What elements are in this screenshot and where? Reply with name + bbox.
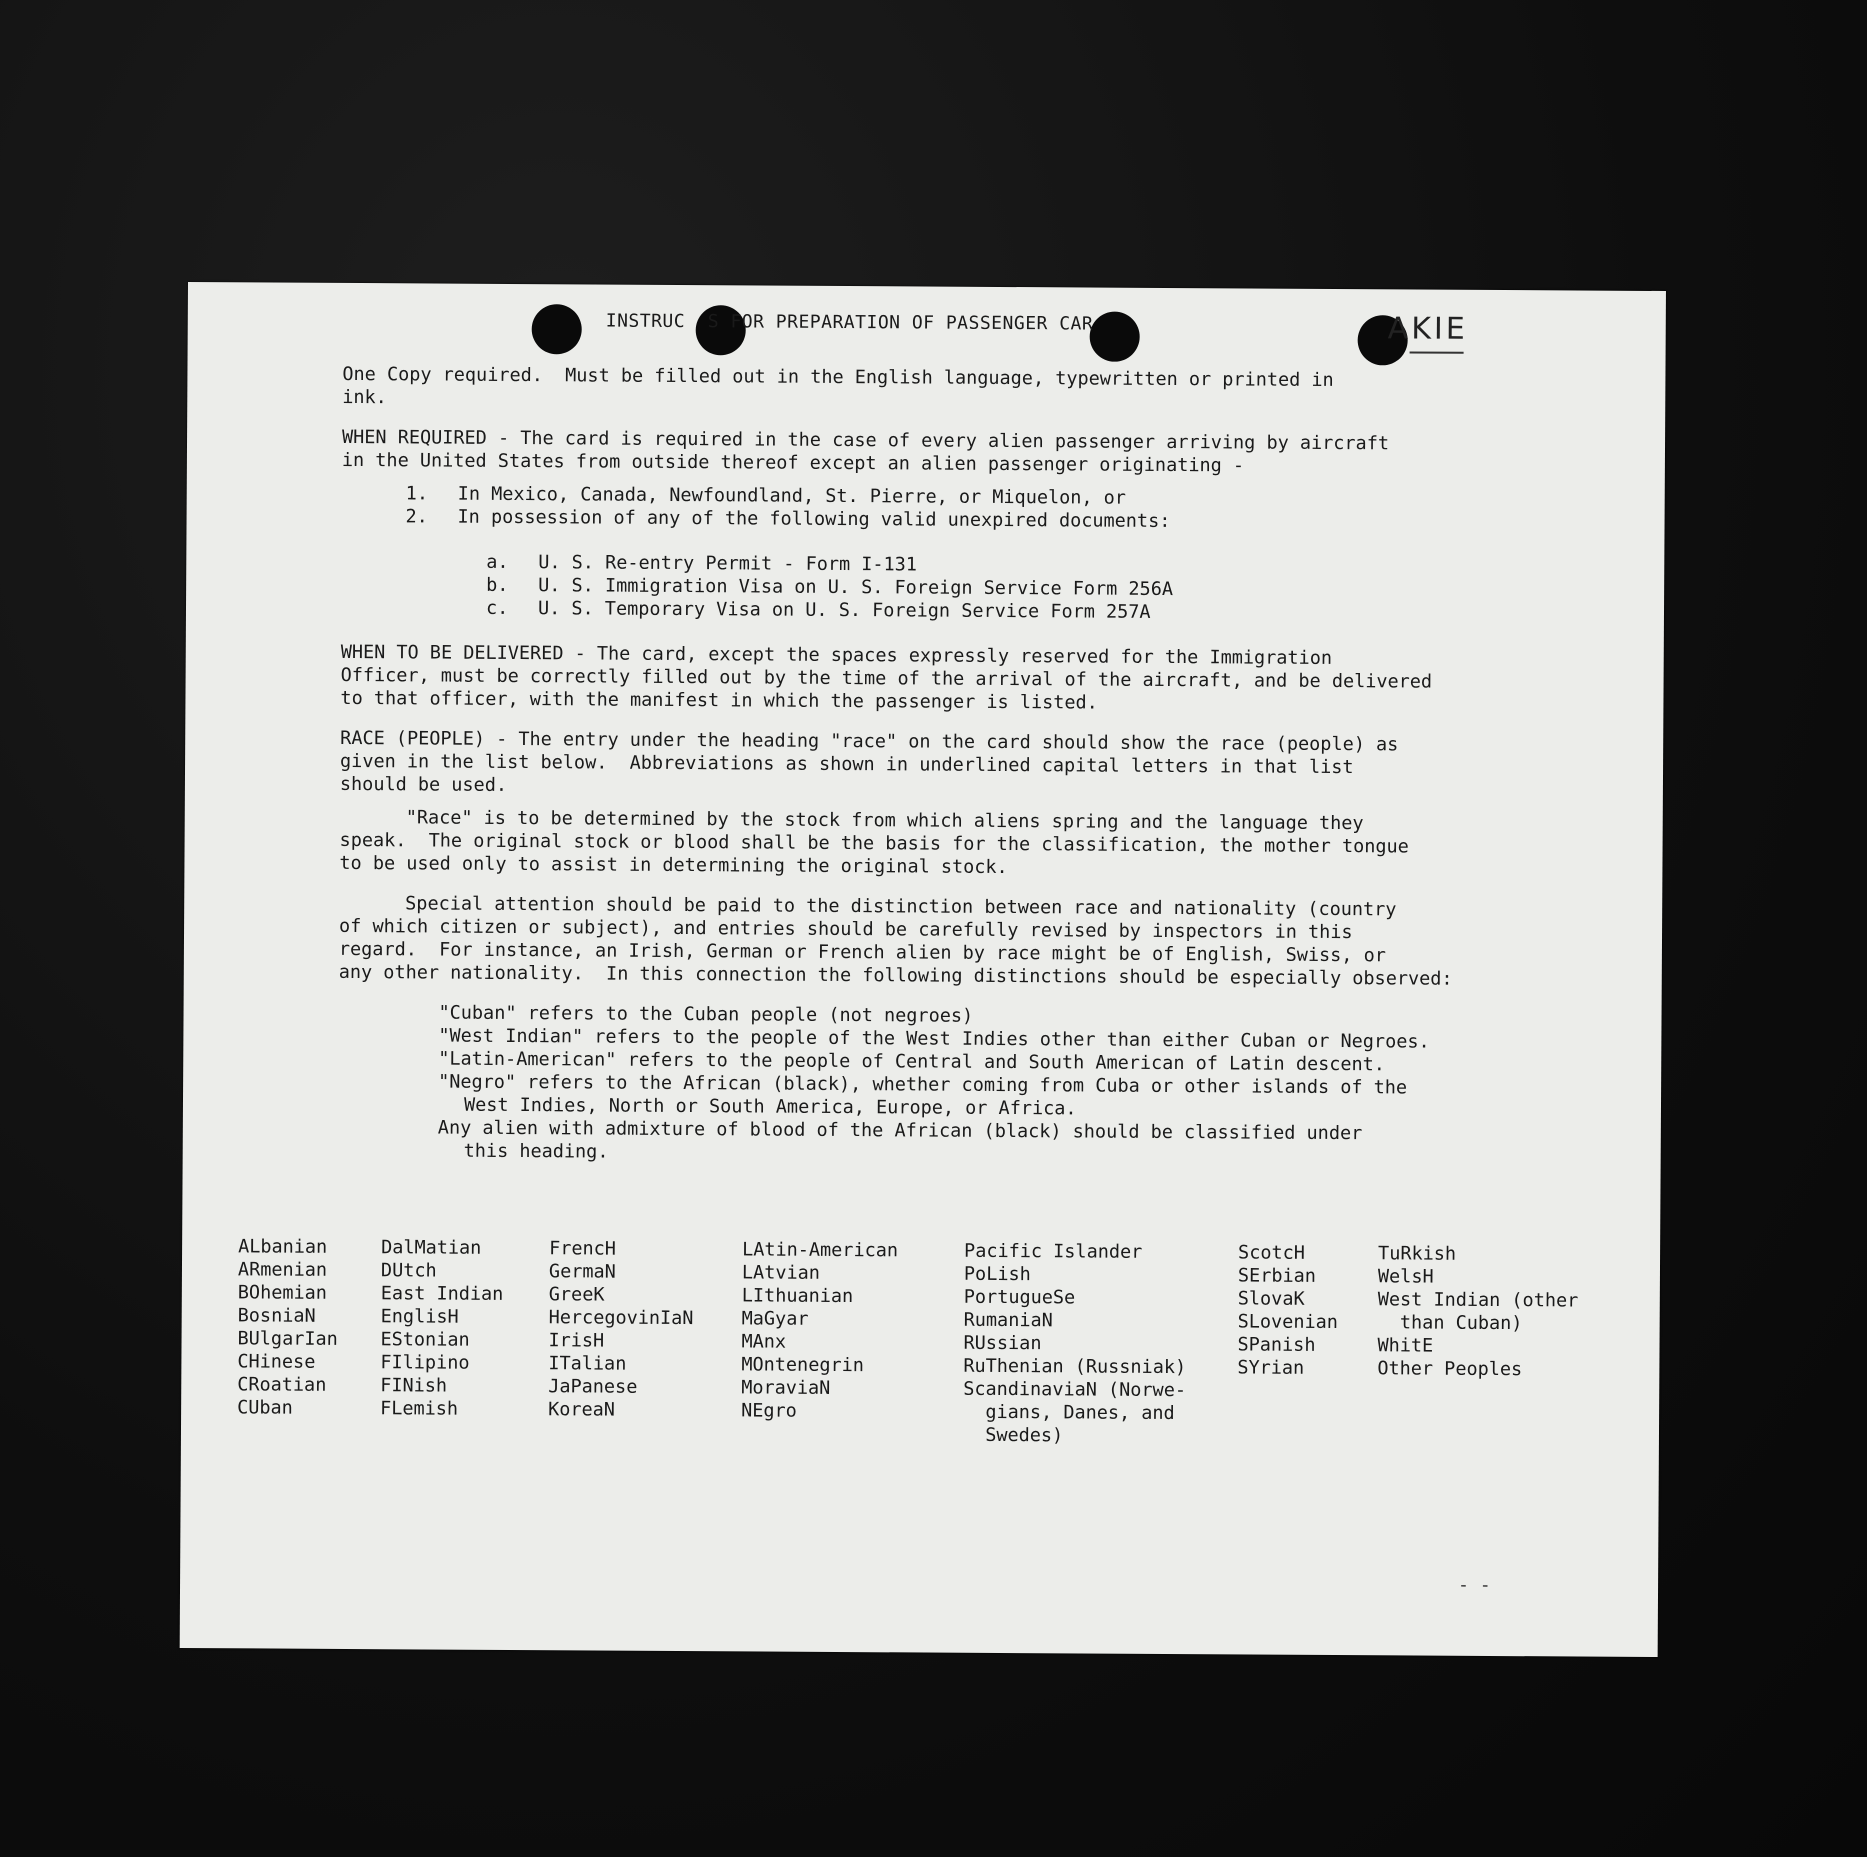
race-entry: Pacific Islander bbox=[964, 1240, 1143, 1263]
race-entry: MAnx bbox=[741, 1331, 787, 1353]
paragraph-one-copy: One Copy required. Must be filled out in the English language, typewritten or printed in ink. bbox=[342, 363, 1334, 409]
definition-continuation: West Indies, North or South America, Europe, or Africa. bbox=[463, 1094, 1077, 1120]
list-letter: b. bbox=[486, 574, 509, 596]
race-entry: WelsH bbox=[1377, 1266, 1434, 1288]
list-text: U. S. Immigration Visa on U. S. Foreign Service Form 256A bbox=[538, 575, 1174, 601]
paragraph-race-determined: "Race" is to be determined by the stock from which aliens spring and the language they speak. The original stock or blood shall be the basis for the classification, the mother tongue to be used only to assist in determining the original stock. bbox=[339, 807, 1409, 879]
race-entry: Other Peoples bbox=[1377, 1358, 1523, 1381]
race-entry: BosniaN bbox=[237, 1305, 316, 1327]
handwriting-underline bbox=[1410, 351, 1464, 353]
race-entry: LIthuanian bbox=[741, 1285, 854, 1308]
paragraph-when-delivered: WHEN TO BE DELIVERED - The card, except the spaces expressly reserved for the Immigration Officer, must be correctly filled out by the time of the arrival of the aircraft, and be delivered to that officer, with the manifest in which the passenger is listed. bbox=[340, 641, 1433, 714]
race-entry: BUlgarIan bbox=[237, 1328, 338, 1350]
page-title: INSTRUC S FOR PREPARATION OF PASSENGER CAR bbox=[605, 310, 1094, 335]
race-entry: FINish bbox=[380, 1375, 448, 1397]
race-entry: Swedes) bbox=[962, 1424, 1064, 1447]
race-entry: than Cuban) bbox=[1377, 1312, 1523, 1335]
race-entry: West Indian (other bbox=[1377, 1289, 1579, 1312]
race-entry: ITalian bbox=[548, 1353, 627, 1375]
definition-line: "West Indian" refers to the people of the West Indies other than either Cuban or Negroes. bbox=[438, 1025, 1430, 1053]
race-column bbox=[380, 1236, 504, 1421]
race-column bbox=[1237, 1241, 1338, 1380]
race-column bbox=[741, 1238, 898, 1423]
race-entry: GermaN bbox=[548, 1261, 616, 1283]
definition-line: "Latin-American" refers to the people of Central and South American of Latin descent. bbox=[438, 1048, 1386, 1076]
race-column bbox=[963, 1240, 1187, 1448]
race-entry: gians, Danes, and bbox=[963, 1401, 1175, 1425]
race-entry: CUban bbox=[237, 1397, 293, 1419]
race-entry: LAtin-American bbox=[742, 1239, 899, 1262]
race-entry: FIlipino bbox=[380, 1352, 470, 1374]
race-column bbox=[237, 1235, 338, 1420]
paragraph-when-required: WHEN REQUIRED - The card is required in the case of every alien passenger arriving by aircraft in the United States from outside thereof except an alien passenger originating - bbox=[341, 426, 1390, 477]
race-entry: PortugueSe bbox=[963, 1286, 1076, 1309]
race-entry: ALbanian bbox=[238, 1236, 328, 1258]
list-letter: a. bbox=[486, 551, 509, 573]
punch-hole-left bbox=[532, 304, 582, 354]
race-entry: SYrian bbox=[1237, 1357, 1305, 1379]
race-entry: ARmenian bbox=[237, 1259, 328, 1281]
race-entry: RUssian bbox=[963, 1332, 1042, 1355]
list-text: In possession of any of the following valid unexpired documents: bbox=[457, 506, 1171, 533]
race-entry: KoreaN bbox=[548, 1399, 616, 1421]
race-entry: RuThenian (Russniak) bbox=[963, 1355, 1187, 1379]
race-entry: HercegovinIaN bbox=[548, 1307, 694, 1330]
paragraph-race: RACE (PEOPLE) - The entry under the heading "race" on the card should show the race (people) as given in the list below. Abbreviations as shown in underlined capital letters in that list should be used. bbox=[339, 727, 1399, 796]
definition-continuation: this heading. bbox=[463, 1140, 609, 1163]
race-entry: FrencH bbox=[549, 1238, 616, 1260]
list-number: 1. bbox=[405, 483, 429, 505]
race-entry: WhitE bbox=[1377, 1335, 1434, 1357]
race-entry: CRoatian bbox=[237, 1374, 327, 1396]
instruction-sheet bbox=[180, 282, 1666, 1657]
definition-line: Any alien with admixture of blood of the African (black) should be classified under bbox=[437, 1117, 1363, 1145]
race-definitions bbox=[438, 1002, 1639, 1170]
race-entry: TuRkish bbox=[1378, 1243, 1457, 1265]
list-text: In Mexico, Canada, Newfoundland, St. Pierre, or Miquelon, or bbox=[457, 483, 1127, 509]
race-entry: CHinese bbox=[237, 1351, 316, 1373]
race-entry: ScandinaviaN (Norwe- bbox=[963, 1378, 1187, 1402]
race-entry: MaGyar bbox=[741, 1308, 809, 1330]
race-entry: East Indian bbox=[380, 1283, 504, 1305]
race-entry: PoLish bbox=[963, 1263, 1031, 1286]
race-entry: EStonian bbox=[380, 1329, 470, 1351]
handwritten-note: AKIE bbox=[1387, 311, 1468, 347]
punch-hole-right bbox=[1090, 312, 1140, 362]
list-letter: c. bbox=[485, 597, 509, 619]
race-entry: SLovenian bbox=[1237, 1311, 1338, 1334]
race-entry: DUtch bbox=[380, 1260, 437, 1282]
race-entry: SlovaK bbox=[1237, 1288, 1305, 1310]
race-entry: MoraviaN bbox=[741, 1377, 831, 1399]
race-entry: ScotcH bbox=[1238, 1242, 1305, 1264]
race-entry: RumaniaN bbox=[963, 1309, 1053, 1332]
race-entry: MOntenegrin bbox=[741, 1354, 864, 1377]
race-entry: JaPanese bbox=[548, 1376, 638, 1398]
origin-list bbox=[405, 482, 1641, 536]
race-entry: SPanish bbox=[1237, 1334, 1316, 1356]
list-text: U. S. Re-entry Permit - Form I-131 bbox=[538, 552, 918, 576]
race-entry: BOhemian bbox=[237, 1282, 327, 1304]
instructions-body bbox=[338, 363, 1643, 1170]
race-column bbox=[548, 1237, 694, 1422]
documents-list bbox=[486, 551, 1641, 627]
race-entry: DalMatian bbox=[381, 1237, 482, 1259]
race-entry: SErbian bbox=[1237, 1265, 1316, 1287]
definition-line: "Negro" refers to the African (black), whether coming from Cuba or other islands of the bbox=[438, 1071, 1408, 1099]
race-entry: IrisH bbox=[548, 1330, 605, 1352]
race-entry: EnglisH bbox=[380, 1306, 459, 1328]
list-text: U. S. Temporary Visa on U. S. Foreign Service Form 257A bbox=[537, 598, 1151, 623]
footer-mark: - - bbox=[1457, 1574, 1491, 1596]
race-entry: LAtvian bbox=[741, 1262, 820, 1284]
paragraph-special-attention: Special attention should be paid to the distinction between race and nationality (country of which citizen or subject), and entries should be carefully revised by inspectors in this regard. For instance, an Irish, German or French alien by race might be of English, Swiss, or any other nationality. In this connection the following distinctions should be especially observed: bbox=[338, 893, 1453, 990]
definition-line: "Cuban" refers to the Cuban people (not negroes) bbox=[438, 1002, 974, 1027]
race-entry: FLemish bbox=[380, 1398, 459, 1420]
race-column bbox=[1377, 1242, 1578, 1381]
race-entry: GreeK bbox=[548, 1284, 605, 1306]
list-number: 2. bbox=[405, 506, 428, 528]
race-entry: NEgro bbox=[741, 1400, 797, 1422]
